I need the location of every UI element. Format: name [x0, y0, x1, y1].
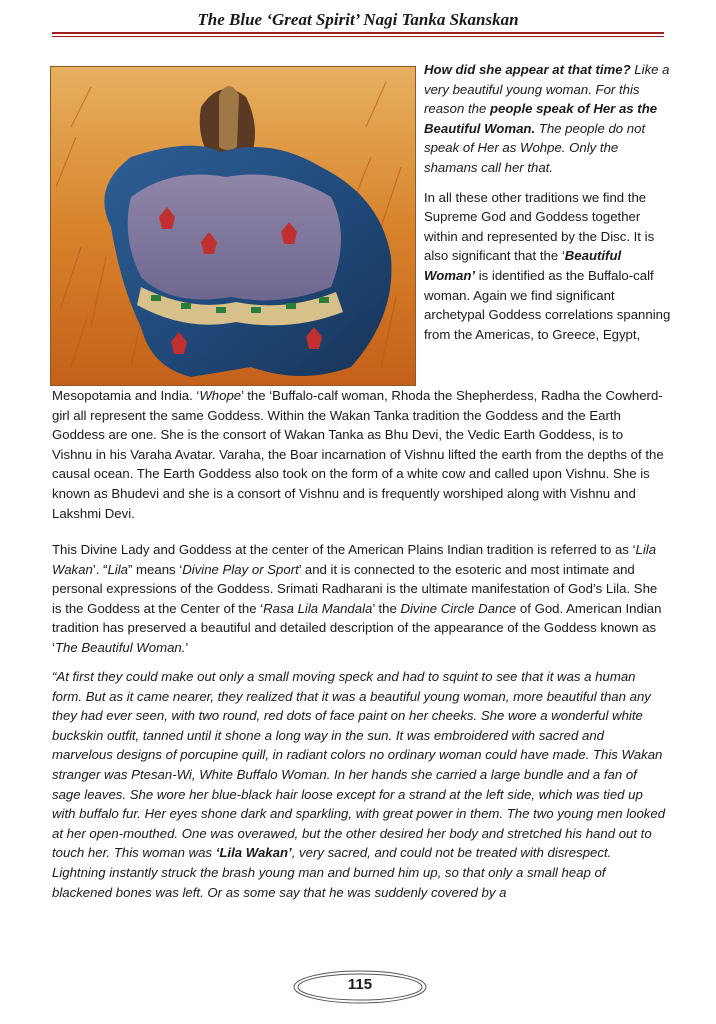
running-header: The Blue ‘Great Spirit’ Nagi Tanka Skanskan [197, 10, 519, 29]
side-paragraph-1 [424, 60, 674, 178]
text-run: Lila Wakan [52, 542, 657, 577]
body-paragraph-2-text [52, 540, 666, 658]
text-run: Whope [199, 388, 242, 403]
body-paragraph-3-text [52, 667, 666, 902]
text-run: The Beautiful Woman. [54, 639, 186, 655]
text-run: “At first they could make out only a small moving speck and had to squint to see that it was a human form. But as it came nearer, they realized that it was a beautiful young woman, more beautiful than any they had ever seen, with two round, red dots of face paint on her cheeks. She wore a wonderful white buckskin outfit, tanned until it shone a long way in the sun. It was embroidered with sacred and marvelous designs of porcupine quill, in radiant colors no ordinary woman could have made. This Wakan stranger was Ptesan-Wi, White Buffalo Woman. In her hands she carried a large bundle and a fan of sage leaves. She wore her blue-black hair loose except for a strand at the left side, which was tied up with buffalo fur. Her eyes shone dark and sparkling, with great power in them. The two young men looked at her open-mouthed. One was overawed, but the other desired her body and stretched his hand out to touch her. This woman was [52, 669, 666, 861]
text-run: ’ the [372, 600, 401, 616]
header-rule-thick [52, 32, 664, 34]
text-run: people speak of Her as the Beautiful Woman. [424, 101, 658, 136]
text-run: ‘Lila Wakan’ [215, 845, 292, 861]
text-run: This Divine Lady and Goddess at the center of the American Plains Indian tradition is referred to as ‘ [52, 542, 636, 557]
painting-figure [50, 66, 416, 386]
body-paragraph-1 [52, 386, 666, 523]
text-run: Lila [107, 561, 128, 577]
text-run: Rasa Lila Mandala [263, 600, 373, 616]
text-run: of God. American Indian tradition has preserved a beautiful and detailed description of the appearance of the Goddess known as ‘ [52, 600, 662, 655]
header-rule-thin [52, 36, 664, 37]
body-paragraph-1-text [52, 386, 666, 523]
text-run: ’ and it is connected to the esoteric and most intimate and personal expressions of the Goddess. Srimati Radharani is the ultimate manifestation of God’s Lila. She is the Goddess at the Center of the ‘ [52, 561, 658, 616]
side-paragraph-2 [424, 188, 674, 345]
text-run: is identified as the Buffalo-calf woman. Again we find significant archetypal Goddess correlations spanning from the Americas, to Greece, Egypt, [424, 267, 671, 342]
text-run: In all these other traditions we find the Supreme God and Goddess together within and represented by the Disc. It is also significant that the ‘ [424, 189, 655, 264]
text-run: The people do not speak of Her as Wohpe. Only the shamans call her that. [424, 120, 646, 175]
text-run: ” means ‘ [128, 561, 183, 577]
text-run: , very sacred, and could not be treated with disrespect. Lightning instantly struck the brash young man and burned him up, so that only a small heap of blackened bones was left. Or as some say that he was suddenly covered by a [52, 845, 612, 900]
text-run: ’ [185, 639, 189, 655]
body-quote-paragraph [52, 667, 666, 902]
text-run: ’. “ [92, 561, 108, 577]
side-column-text [424, 60, 674, 354]
text-run: How did she appear at that time? [424, 62, 631, 77]
text-run: Divine Circle Dance [400, 600, 517, 616]
text-run: Beautiful Woman’ [424, 248, 622, 283]
text-run: Divine Play or Sport [182, 561, 299, 577]
text-run: ’ the ‘Buffalo-calf woman, Rhoda the Shepherdess, Radha the Cowherd-girl all represent the same Goddess. Within the Wakan Tanka tradition the Goddess and the Earth Goddess are one. She is the consort of Wakan Tanka as Bhu Devi, the Vedic Earth Goddess, is to Vishnu in his Varaha Avatar. Varaha, the Boar incarnation of Vishnu lifted the earth from the depths of the causal ocean. The Earth Goddess also took on the form of a white cow and called upon Vishnu. She is known as Bhudevi and she is a consort of Vishnu and is frequently worshiped along with Vishnu and Lakshmi Devi. [52, 388, 664, 521]
text-run: Like a very beautiful young woman. For this reason the [424, 62, 670, 117]
page-number: 115 [347, 976, 373, 993]
painting-woman-in-blue-robe-icon [51, 67, 415, 385]
body-paragraph-2 [52, 540, 666, 658]
text-run: Mesopotamia and India. ‘ [52, 388, 200, 403]
